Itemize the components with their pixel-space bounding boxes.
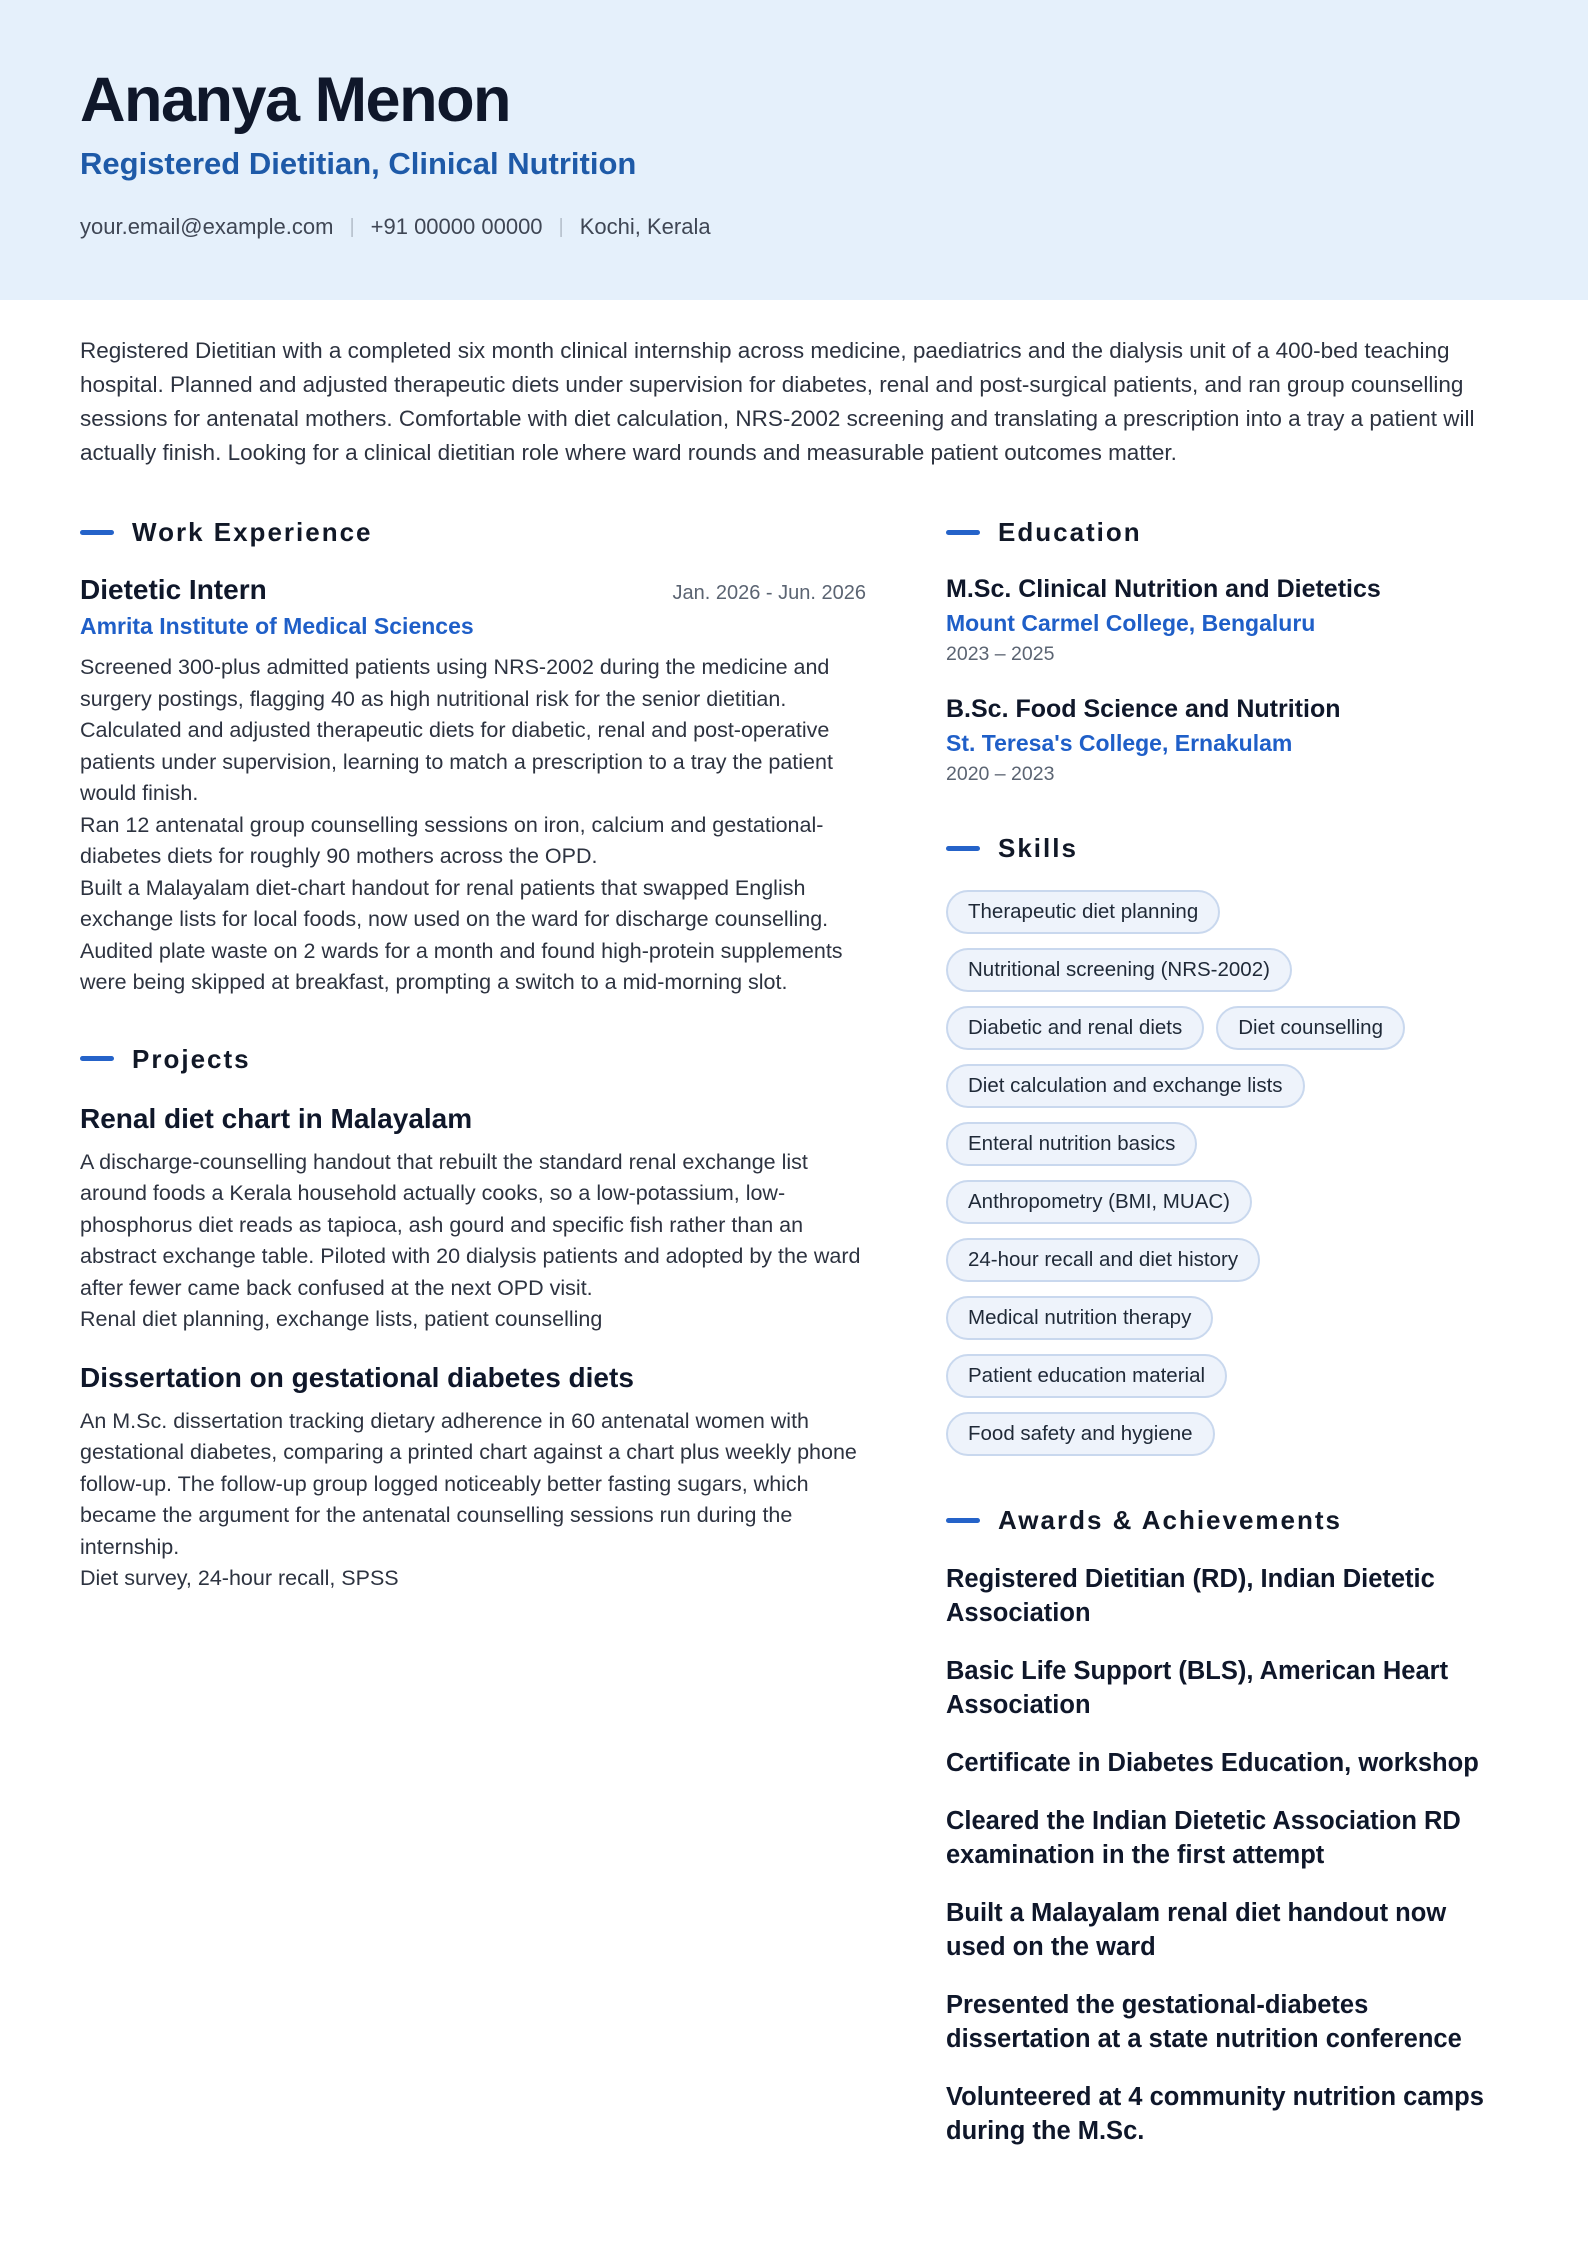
- education-section: [946, 514, 1506, 788]
- section-heading: [946, 514, 1506, 550]
- education-degree: B.Sc. Food Science and Nutrition: [946, 695, 1341, 723]
- section-heading-label: Work Experience: [132, 517, 373, 547]
- section-heading-label: Awards & Achievements: [998, 1505, 1343, 1535]
- project-description: An M.Sc. dissertation tracking dietary adherence in 60 antenatal women with gestational diabetes, comparing a printed chart against a chart plus weekly phone follow-up. The follow-up group logged noticeably better fasting sugars, which became the argument for the antenatal counselling sessions run during the internship.: [80, 1408, 857, 1559]
- job-title: Dietetic Intern: [80, 574, 267, 605]
- project-description: A discharge-counselling handout that rebuilt the standard renal exchange list around foods a Kerala household actually cooks, so a low-potassium, low-phosphorus diet reads as tapioca, ash gourd and specific fish rather than an abstract exchange table. Piloted with 20 dialysis patients and adopted by the ward after fewer came back confused at the next OPD visit.: [80, 1149, 861, 1300]
- job-dates: Jan. 2026 - Jun. 2026: [672, 582, 866, 604]
- skill-chip: Enteral nutrition basics: [946, 1122, 1197, 1166]
- job-bullet: Screened 300-plus admitted patients using NRS-2002 during the medicine and surgery postings, flagging 40 as high nutritional risk for the senior dietitian.: [80, 655, 830, 711]
- skill-chip: Diet counselling: [1216, 1006, 1405, 1050]
- skills-section: [946, 830, 1506, 1456]
- candidate-name: Ananya Menon: [80, 65, 511, 135]
- contact-separator: |: [349, 216, 355, 238]
- job-header: [80, 572, 866, 608]
- contact-line: [80, 212, 1508, 242]
- project-tags: Renal diet planning, exchange lists, patient counselling: [80, 1307, 603, 1331]
- resume-columns: [0, 514, 1588, 2148]
- section-heading-label: Skills: [998, 833, 1078, 863]
- project-entry: [80, 1360, 866, 1595]
- right-column: [946, 514, 1506, 2148]
- project-title: Renal diet chart in Malayalam: [80, 1102, 473, 1134]
- award-item: Cleared the Indian Dietetic Association RD examination in the first attempt: [946, 1807, 1461, 1869]
- section-accent-bar: [80, 1056, 114, 1061]
- education-years: 2023 – 2025: [946, 643, 1055, 665]
- skill-chip-list: [946, 890, 1466, 1456]
- skill-chip: Food safety and hygiene: [946, 1412, 1215, 1456]
- section-heading: [80, 1041, 866, 1077]
- award-item: Built a Malayalam renal diet handout now used on the ward: [946, 1899, 1447, 1961]
- job-organization: Amrita Institute of Medical Sciences: [80, 613, 474, 639]
- section-accent-bar: [80, 530, 114, 535]
- job-bullet: Built a Malayalam diet-chart handout for renal patients that swapped English exchange lists for local foods, now used on the ward for discharge counselling.: [80, 875, 829, 931]
- section-heading-label: Education: [998, 517, 1142, 547]
- contact-email[interactable]: your.email@example.com: [80, 214, 334, 239]
- skill-chip: Diet calculation and exchange lists: [946, 1064, 1305, 1108]
- education-school: Mount Carmel College, Bengaluru: [946, 610, 1316, 636]
- skill-chip: Medical nutrition therapy: [946, 1296, 1213, 1340]
- education-years: 2020 – 2023: [946, 763, 1055, 785]
- job-entry: [80, 572, 866, 999]
- award-item: Presented the gestational-diabetes dissertation at a state nutrition conference: [946, 1991, 1462, 2053]
- award-item: Volunteered at 4 community nutrition camps during the M.Sc.: [946, 2083, 1484, 2145]
- skill-chip: Therapeutic diet planning: [946, 890, 1220, 934]
- award-item: Registered Dietitian (RD), Indian Dietetic Association: [946, 1565, 1435, 1627]
- education-entry: [946, 692, 1506, 788]
- skill-chip: Diabetic and renal diets: [946, 1006, 1204, 1050]
- skill-chip: 24-hour recall and diet history: [946, 1238, 1260, 1282]
- project-title: Dissertation on gestational diabetes diets: [80, 1361, 634, 1393]
- awards-section: [946, 1502, 1506, 2148]
- project-tags: Diet survey, 24-hour recall, SPSS: [80, 1566, 399, 1590]
- education-entry: [946, 572, 1506, 668]
- section-heading: [946, 1502, 1506, 1538]
- skill-chip: Patient education material: [946, 1354, 1227, 1398]
- section-heading: [946, 830, 1506, 866]
- section-accent-bar: [946, 530, 980, 535]
- contact-separator: |: [558, 216, 564, 238]
- section-accent-bar: [946, 1518, 980, 1523]
- section-heading-label: Projects: [132, 1043, 251, 1074]
- job-bullet: Ran 12 antenatal group counselling sessions on iron, calcium and gestational-diabetes diets for roughly 90 mothers across the OPD.: [80, 812, 824, 868]
- award-item: Basic Life Support (BLS), American Heart Association: [946, 1657, 1449, 1719]
- resume-header: [0, 0, 1588, 300]
- education-degree: M.Sc. Clinical Nutrition and Dietetics: [946, 575, 1381, 603]
- section-heading: [80, 514, 866, 550]
- professional-summary: Registered Dietitian with a completed six month clinical internship across medicine, paediatrics and the dialysis unit of a 400-bed teaching hospital. Planned and adjusted therapeutic diets under supervision for diabetes, renal and post-surgical patients, and ran group counselling sessions for antenatal mothers. Comfortable with diet calculation, NRS-2002 screening and translating a prescription into a tray a patient will actually finish. Looking for a clinical dietitian role where ward rounds and measurable patient outcomes matter.: [80, 338, 1475, 465]
- projects-section: [80, 1041, 866, 1595]
- job-bullet: Audited plate waste on 2 wards for a month and found high-protein supplements were being skipped at breakfast, prompting a switch to a mid-morning slot.: [80, 938, 843, 994]
- skill-chip: Anthropometry (BMI, MUAC): [946, 1180, 1252, 1224]
- education-school: St. Teresa's College, Ernakulam: [946, 730, 1293, 756]
- contact-location: Kochi, Kerala: [579, 214, 711, 239]
- skill-chip: Nutritional screening (NRS-2002): [946, 948, 1292, 992]
- award-item: Certificate in Diabetes Education, workshop: [946, 1749, 1479, 1777]
- job-bullet: Calculated and adjusted therapeutic diets for diabetic, renal and post-operative patients under supervision, learning to match a prescription to a tray the patient would finish.: [80, 718, 833, 805]
- contact-phone[interactable]: +91 00000 00000: [370, 214, 543, 239]
- candidate-headline: Registered Dietitian, Clinical Nutrition: [80, 146, 637, 181]
- job-responsibilities: [80, 652, 866, 999]
- left-column: [80, 514, 866, 2148]
- experience-section: [80, 514, 866, 999]
- section-accent-bar: [946, 846, 980, 851]
- project-entry: [80, 1101, 866, 1336]
